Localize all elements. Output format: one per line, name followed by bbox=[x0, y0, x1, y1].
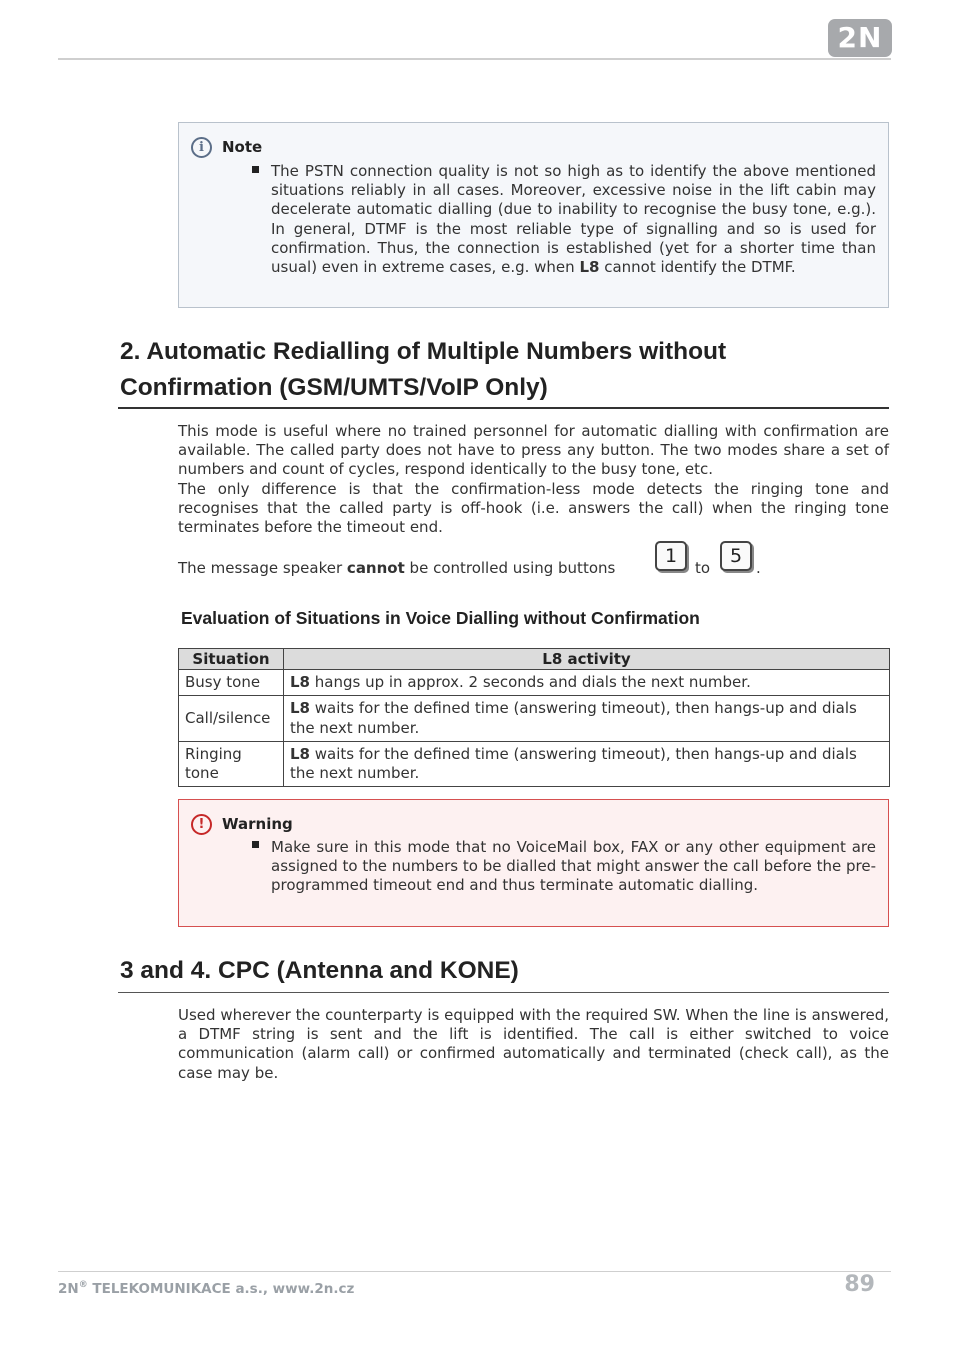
activity-bold: L8 bbox=[290, 672, 310, 691]
activity-text: hangs up in approx. 2 seconds and dials the next number. bbox=[310, 672, 751, 691]
note-text bbox=[271, 162, 876, 277]
speaker-period: . bbox=[756, 559, 761, 577]
table-row bbox=[179, 670, 890, 696]
section-2-heading-line2: Confirmation (GSM/UMTS/VoIP Only) bbox=[120, 374, 548, 401]
page-number: 89 bbox=[844, 1272, 875, 1297]
footer-rule bbox=[58, 1271, 891, 1272]
section-3-heading: 3 and 4. CPC (Antenna and KONE) bbox=[120, 957, 519, 984]
note-text-bold: L8 bbox=[579, 258, 600, 277]
section-2-para1: This mode is useful where no trained personnel for automatic dialling with confirmation are available. The called party does not have to press any button. The two modes share a set of numbers and count of cycles, respond identically to the busy tone, etc. bbox=[178, 422, 889, 479]
table-cell-activity bbox=[284, 670, 890, 696]
info-icon: i bbox=[191, 137, 212, 158]
header-rule bbox=[58, 58, 891, 60]
footer-company-post: TELEKOMUNIKACE a.s., www.2n.cz bbox=[87, 1281, 355, 1297]
speaker-post: be controlled using buttons bbox=[404, 559, 616, 577]
note-box bbox=[178, 122, 889, 308]
speaker-pre: The message speaker bbox=[178, 559, 347, 577]
speaker-note-text bbox=[178, 559, 615, 577]
table-cell-situation: Ringing tone bbox=[179, 742, 284, 787]
footer-registered-mark: ® bbox=[78, 1280, 88, 1290]
warning-title: Warning bbox=[222, 815, 293, 833]
table-cell-situation: Busy tone bbox=[179, 670, 284, 696]
warning-header bbox=[191, 813, 293, 835]
table-header-row bbox=[179, 649, 890, 670]
section-3-paragraph: Used wherever the counterparty is equipped with the required SW. When the line is answered, a DTMF string is sent and the lift is identified. The call is either switched to voice communication (alarm call) or confirmed automatically and terminated (check call), as the case may be. bbox=[178, 1006, 889, 1082]
key-5-icon: 5 bbox=[720, 541, 752, 571]
activity-text: waits for the defined time (answering timeout), then hangs-up and dials the next number. bbox=[290, 744, 857, 782]
table-cell-situation: Call/silence bbox=[179, 696, 284, 742]
activity-text: waits for the defined time (answering timeout), then hangs-up and dials the next number. bbox=[290, 699, 857, 737]
section-2-rule bbox=[118, 407, 889, 409]
bullet-icon bbox=[252, 841, 261, 850]
table-cell-activity bbox=[284, 696, 890, 742]
exclamation-icon: ! bbox=[191, 814, 212, 835]
table-row bbox=[179, 696, 890, 742]
warning-box bbox=[178, 799, 889, 927]
note-text-part: The PSTN connection quality is not so high as to identify the above mentioned situations reliably in all cases. Moreover, excessive noise in the lift cabin may decelerate automatic dialling (due to inability to recognise the busy tone, e.g.). In general, DTMF is the most reliable type of signalling and so is used for confirmation. Thus, the connection is established (yet for a shorter time than usual) even in extreme cases, e.g. when bbox=[271, 162, 876, 277]
company-logo: 2N bbox=[828, 19, 892, 57]
activity-bold: L8 bbox=[290, 744, 310, 763]
activity-bold: L8 bbox=[290, 699, 310, 717]
footer-company-pre: 2N bbox=[58, 1281, 79, 1297]
speaker-bold: cannot bbox=[346, 559, 405, 577]
table-cell-activity bbox=[284, 742, 890, 787]
note-title: Note bbox=[222, 138, 263, 156]
situations-table bbox=[178, 648, 890, 787]
note-text-part: cannot identify the DTMF. bbox=[599, 258, 796, 277]
key-1-icon: 1 bbox=[655, 541, 687, 571]
section-2-para2: The only difference is that the confirmation-less mode detects the ringing tone and recognises that the called party is off-hook (i.e. answers the call) when the ringing tone terminates before the timeout end. bbox=[178, 479, 889, 537]
section-2-heading bbox=[120, 334, 889, 406]
bullet-icon bbox=[252, 166, 261, 175]
to-word: to bbox=[695, 559, 711, 577]
table-header-situation: Situation bbox=[179, 649, 284, 670]
note-header bbox=[191, 136, 262, 158]
footer-company bbox=[58, 1280, 354, 1297]
section-2-heading-line1: 2. Automatic Redialling of Multiple Numbers without bbox=[120, 338, 727, 365]
table-header-activity: L8 activity bbox=[284, 649, 890, 670]
table-row bbox=[179, 742, 890, 787]
warning-text: Make sure in this mode that no VoiceMail box, FAX or any other equipment are assigned to the numbers to be dialled that might answer the call before the pre-programmed timeout end and thus terminate automatic dialling. bbox=[271, 838, 876, 895]
section-3-rule bbox=[118, 992, 889, 993]
section-2-paragraph bbox=[178, 422, 889, 537]
subsection-heading: Evaluation of Situations in Voice Dialling without Confirmation bbox=[181, 608, 700, 628]
speaker-note-line bbox=[178, 540, 889, 580]
